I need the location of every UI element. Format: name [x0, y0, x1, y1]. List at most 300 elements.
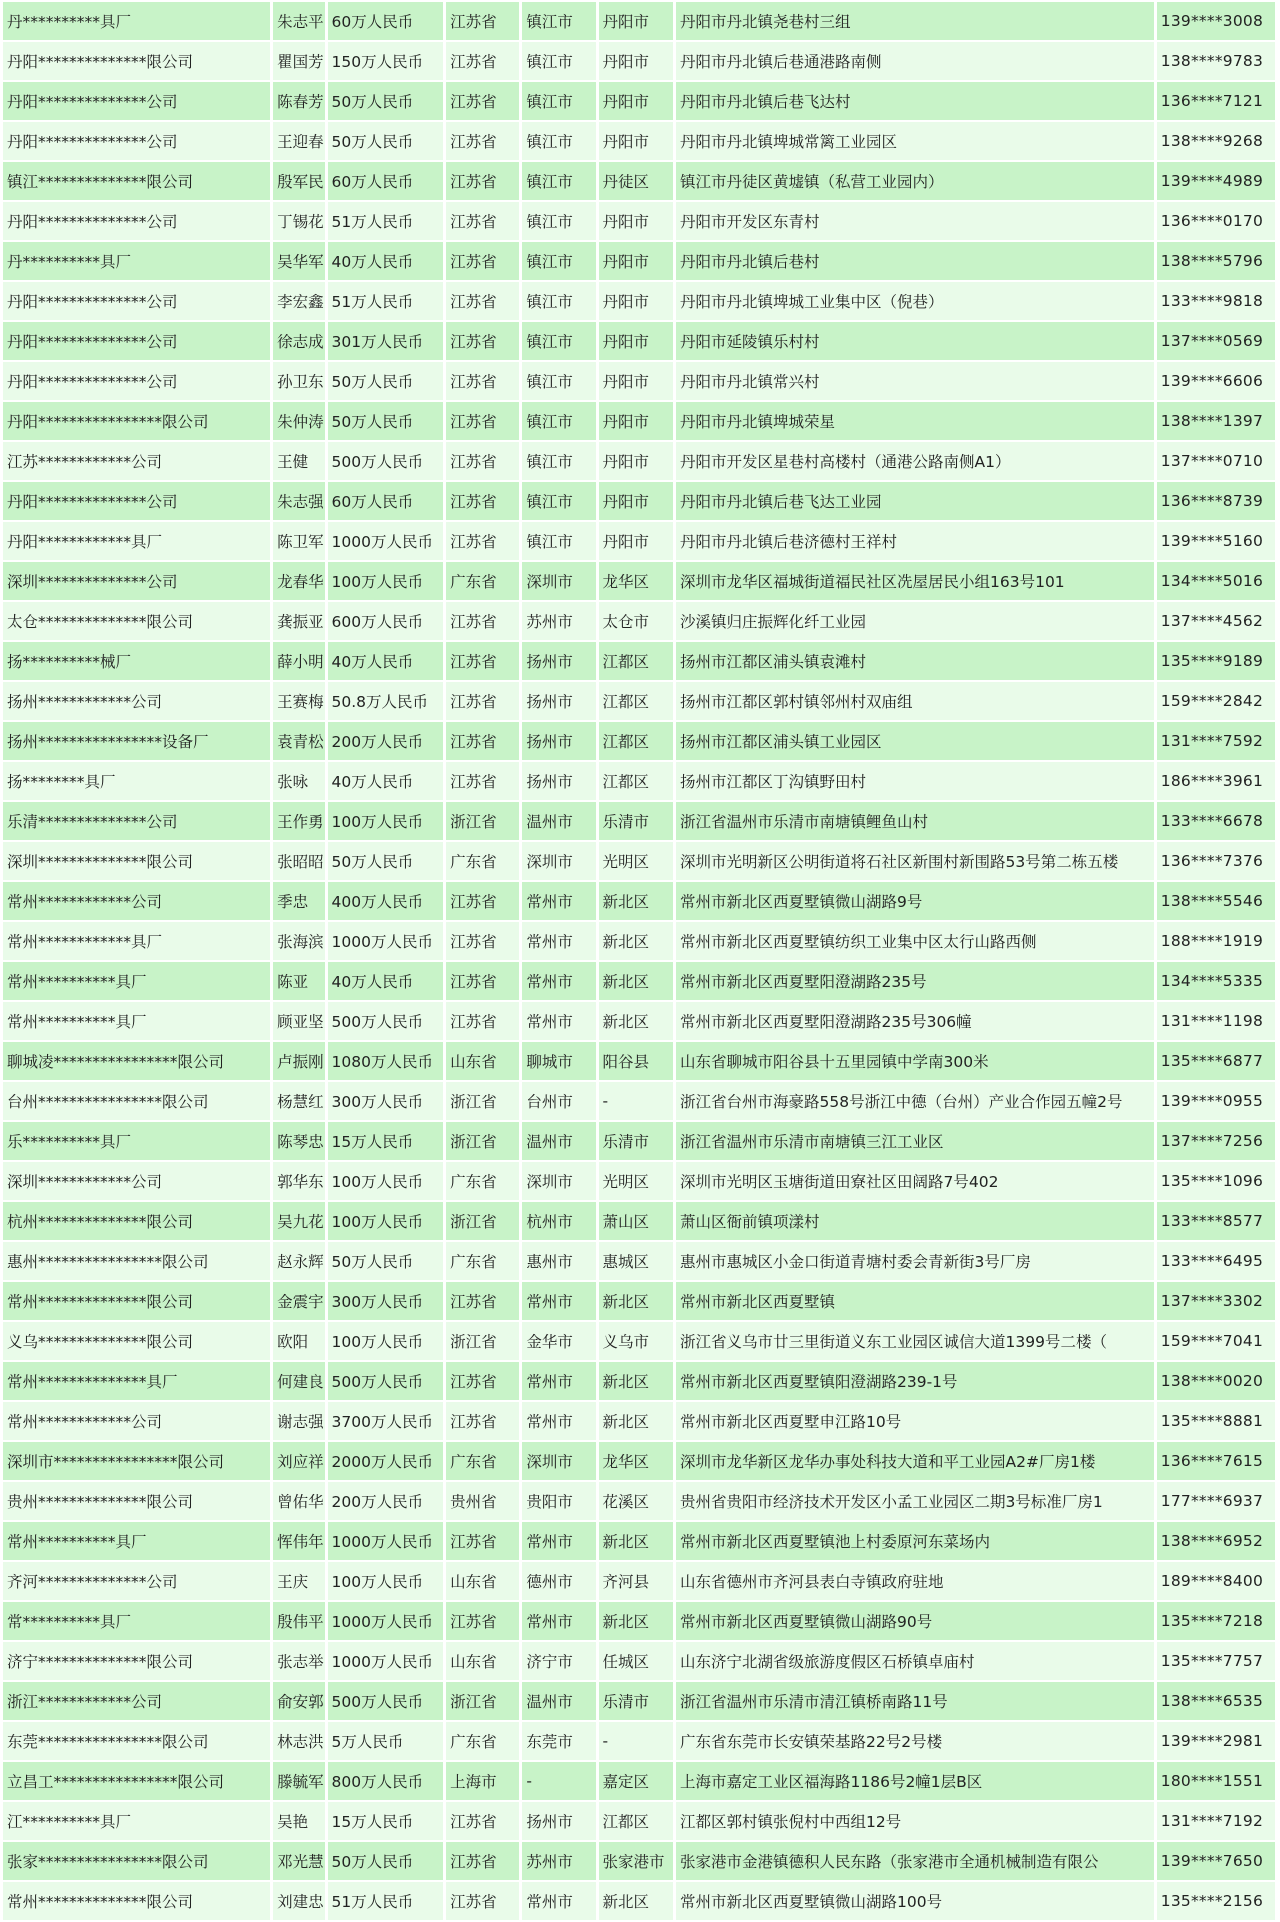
contact-name-cell: 袁青松: [273, 722, 324, 760]
capital-cell: 50万人民币: [328, 122, 444, 160]
contact-name-cell: 刘建忠: [273, 1882, 324, 1920]
phone-cell: 135****7757: [1157, 1642, 1275, 1680]
address-cell: 扬州市江都区浦头镇工业园区: [676, 722, 1154, 760]
district-cell: 乐清市: [599, 1122, 673, 1160]
phone-cell: 159****7041: [1157, 1322, 1275, 1360]
province-cell: 江苏省: [446, 1402, 519, 1440]
address-cell: 常州市新北区西夏墅镇池上村委原河东菜场内: [676, 1522, 1154, 1560]
address-cell: 上海市嘉定工业区福海路1186号2幢1层B区: [676, 1762, 1154, 1800]
address-cell: 丹阳市丹北镇后巷济德村王祥村: [676, 522, 1154, 560]
phone-cell: 186****3961: [1157, 762, 1275, 800]
company-name-cell: 丹阳************具厂: [3, 522, 270, 560]
company-name-cell: 齐河**************公司: [3, 1562, 270, 1600]
phone-cell: 188****1919: [1157, 922, 1275, 960]
phone-cell: 131****1198: [1157, 1002, 1275, 1040]
city-cell: 扬州市: [522, 762, 595, 800]
district-cell: 新北区: [599, 1282, 673, 1320]
address-cell: 扬州市江都区丁沟镇野田村: [676, 762, 1154, 800]
city-cell: 镇江市: [522, 522, 595, 560]
province-cell: 江苏省: [446, 162, 519, 200]
city-cell: 常州市: [522, 882, 595, 920]
phone-cell: 135****9189: [1157, 642, 1275, 680]
capital-cell: 500万人民币: [328, 442, 444, 480]
table-row: [3, 1642, 1275, 1680]
district-cell: 丹阳市: [599, 482, 673, 520]
district-cell: 任城区: [599, 1642, 673, 1680]
province-cell: 江苏省: [446, 82, 519, 120]
table-row: [3, 882, 1275, 920]
contact-name-cell: 季忠: [273, 882, 324, 920]
phone-cell: 139****3008: [1157, 2, 1275, 40]
capital-cell: 51万人民币: [328, 202, 444, 240]
province-cell: 广东省: [446, 1162, 519, 1200]
city-cell: -: [522, 1762, 595, 1800]
table-row: [3, 1762, 1275, 1800]
city-cell: 镇江市: [522, 362, 595, 400]
city-cell: 镇江市: [522, 482, 595, 520]
company-name-cell: 常州**********具厂: [3, 962, 270, 1000]
company-name-cell: 丹阳**************公司: [3, 322, 270, 360]
company-name-cell: 乐**********具厂: [3, 1122, 270, 1160]
phone-cell: 135****2156: [1157, 1882, 1275, 1920]
province-cell: 山东省: [446, 1562, 519, 1600]
table-row: [3, 962, 1275, 1000]
table-row: [3, 242, 1275, 280]
phone-cell: 133****6495: [1157, 1242, 1275, 1280]
contact-name-cell: 杨慧红: [273, 1082, 324, 1120]
capital-cell: 51万人民币: [328, 282, 444, 320]
contact-name-cell: 吴华军: [273, 242, 324, 280]
city-cell: 温州市: [522, 802, 595, 840]
table-row: [3, 1282, 1275, 1320]
contact-name-cell: 徐志成: [273, 322, 324, 360]
contact-name-cell: 薛小明: [273, 642, 324, 680]
province-cell: 江苏省: [446, 682, 519, 720]
district-cell: 丹阳市: [599, 242, 673, 280]
contact-name-cell: 朱仲涛: [273, 402, 324, 440]
province-cell: 江苏省: [446, 1882, 519, 1920]
city-cell: 台州市: [522, 1082, 595, 1120]
company-name-cell: 义乌**************限公司: [3, 1322, 270, 1360]
district-cell: 龙华区: [599, 562, 673, 600]
district-cell: 丹阳市: [599, 2, 673, 40]
phone-cell: 137****3302: [1157, 1282, 1275, 1320]
address-cell: 深圳市龙华区福城街道福民社区冼屋居民小组163号101: [676, 562, 1154, 600]
address-cell: 萧山区衙前镇项漾村: [676, 1202, 1154, 1240]
address-cell: 浙江省台州市海豪路558号浙江中德（台州）产业合作园五幢2号: [676, 1082, 1154, 1120]
address-cell: 丹阳市开发区星巷村高楼村（通港公路南侧A1）: [676, 442, 1154, 480]
contact-name-cell: 张海滨: [273, 922, 324, 960]
province-cell: 江苏省: [446, 722, 519, 760]
capital-cell: 40万人民币: [328, 642, 444, 680]
contact-name-cell: 王庆: [273, 1562, 324, 1600]
address-cell: 常州市新北区西夏墅镇: [676, 1282, 1154, 1320]
district-cell: 江都区: [599, 762, 673, 800]
address-cell: 深圳市光明区玉塘街道田寮社区田阔路7号402: [676, 1162, 1154, 1200]
table-row: [3, 1682, 1275, 1720]
city-cell: 德州市: [522, 1562, 595, 1600]
district-cell: 龙华区: [599, 1442, 673, 1480]
address-cell: 丹阳市丹北镇后巷通港路南侧: [676, 42, 1154, 80]
company-name-cell: 扬********具厂: [3, 762, 270, 800]
capital-cell: 100万人民币: [328, 802, 444, 840]
contact-name-cell: 邓光慧: [273, 1842, 324, 1880]
table-row: [3, 322, 1275, 360]
company-name-cell: 丹阳**************公司: [3, 122, 270, 160]
phone-cell: 134****5335: [1157, 962, 1275, 1000]
company-name-cell: 丹阳**************限公司: [3, 42, 270, 80]
province-cell: 浙江省: [446, 802, 519, 840]
table-row: [3, 1482, 1275, 1520]
company-name-cell: 扬州****************设备厂: [3, 722, 270, 760]
contact-name-cell: 李宏鑫: [273, 282, 324, 320]
table-row: [3, 1522, 1275, 1560]
table-row: [3, 1442, 1275, 1480]
contact-name-cell: 金震宇: [273, 1282, 324, 1320]
province-cell: 江苏省: [446, 922, 519, 960]
address-cell: 深圳市龙华新区龙华办事处科技大道和平工业园A2#厂房1楼: [676, 1442, 1154, 1480]
capital-cell: 50万人民币: [328, 362, 444, 400]
province-cell: 江苏省: [446, 242, 519, 280]
company-name-cell: 常州**************具厂: [3, 1362, 270, 1400]
table-row: [3, 522, 1275, 560]
table-row: [3, 1602, 1275, 1640]
contact-name-cell: 刘应祥: [273, 1442, 324, 1480]
company-name-cell: 立昌工****************限公司: [3, 1762, 270, 1800]
district-cell: 新北区: [599, 882, 673, 920]
capital-cell: 200万人民币: [328, 722, 444, 760]
company-name-cell: 常州************公司: [3, 882, 270, 920]
capital-cell: 1000万人民币: [328, 1602, 444, 1640]
district-cell: 丹阳市: [599, 282, 673, 320]
contact-name-cell: 恽伟年: [273, 1522, 324, 1560]
table-row: [3, 842, 1275, 880]
city-cell: 常州市: [522, 1362, 595, 1400]
city-cell: 扬州市: [522, 1802, 595, 1840]
province-cell: 江苏省: [446, 2, 519, 40]
capital-cell: 1080万人民币: [328, 1042, 444, 1080]
phone-cell: 133****9818: [1157, 282, 1275, 320]
contact-name-cell: 何建良: [273, 1362, 324, 1400]
company-name-cell: 惠州****************限公司: [3, 1242, 270, 1280]
address-cell: 张家港市金港镇德积人民东路（张家港市全通机械制造有限公: [676, 1842, 1154, 1880]
address-cell: 丹阳市延陵镇乐村村: [676, 322, 1154, 360]
province-cell: 江苏省: [446, 962, 519, 1000]
contact-name-cell: 陈亚: [273, 962, 324, 1000]
city-cell: 常州市: [522, 922, 595, 960]
phone-cell: 136****7376: [1157, 842, 1275, 880]
capital-cell: 301万人民币: [328, 322, 444, 360]
province-cell: 江苏省: [446, 442, 519, 480]
address-cell: 浙江省温州市乐清市清江镇桥南路11号: [676, 1682, 1154, 1720]
phone-cell: 138****9268: [1157, 122, 1275, 160]
company-name-cell: 聊城凌****************限公司: [3, 1042, 270, 1080]
phone-cell: 133****6678: [1157, 802, 1275, 840]
city-cell: 温州市: [522, 1122, 595, 1160]
capital-cell: 400万人民币: [328, 882, 444, 920]
table-body: [3, 2, 1275, 1920]
city-cell: 东莞市: [522, 1722, 595, 1760]
table-row: [3, 2, 1275, 40]
contact-name-cell: 陈卫军: [273, 522, 324, 560]
city-cell: 聊城市: [522, 1042, 595, 1080]
contact-name-cell: 俞安郭: [273, 1682, 324, 1720]
city-cell: 常州市: [522, 1882, 595, 1920]
company-name-cell: 江苏************公司: [3, 442, 270, 480]
address-cell: 浙江省温州市乐清市南塘镇鲤鱼山村: [676, 802, 1154, 840]
province-cell: 贵州省: [446, 1482, 519, 1520]
table-row: [3, 1202, 1275, 1240]
table-row: [3, 1802, 1275, 1840]
company-name-cell: 常州**********具厂: [3, 1522, 270, 1560]
phone-cell: 137****7256: [1157, 1122, 1275, 1160]
district-cell: -: [599, 1082, 673, 1120]
province-cell: 江苏省: [446, 1602, 519, 1640]
city-cell: 常州市: [522, 1522, 595, 1560]
table-row: [3, 442, 1275, 480]
phone-cell: 135****6877: [1157, 1042, 1275, 1080]
capital-cell: 300万人民币: [328, 1082, 444, 1120]
capital-cell: 100万人民币: [328, 1322, 444, 1360]
province-cell: 广东省: [446, 562, 519, 600]
phone-cell: 136****8739: [1157, 482, 1275, 520]
capital-cell: 50万人民币: [328, 1842, 444, 1880]
address-cell: 广东省东莞市长安镇荣基路22号2号楼: [676, 1722, 1154, 1760]
company-name-cell: 丹阳**************公司: [3, 82, 270, 120]
city-cell: 扬州市: [522, 642, 595, 680]
district-cell: 阳谷县: [599, 1042, 673, 1080]
district-cell: 萧山区: [599, 1202, 673, 1240]
capital-cell: 100万人民币: [328, 1202, 444, 1240]
table-row: [3, 562, 1275, 600]
address-cell: 丹阳市丹北镇后巷飞达村: [676, 82, 1154, 120]
address-cell: 山东济宁北湖省级旅游度假区石桥镇卓庙村: [676, 1642, 1154, 1680]
province-cell: 江苏省: [446, 322, 519, 360]
address-cell: 丹阳市丹北镇埤城荣星: [676, 402, 1154, 440]
address-cell: 浙江省义乌市廿三里街道义东工业园区诚信大道1399号二楼（: [676, 1322, 1154, 1360]
city-cell: 常州市: [522, 1282, 595, 1320]
district-cell: 丹阳市: [599, 42, 673, 80]
capital-cell: 50万人民币: [328, 842, 444, 880]
table-row: [3, 402, 1275, 440]
district-cell: 丹阳市: [599, 442, 673, 480]
contact-name-cell: 丁锡花: [273, 202, 324, 240]
address-cell: 常州市新北区西夏墅镇微山湖路9号: [676, 882, 1154, 920]
capital-cell: 600万人民币: [328, 602, 444, 640]
city-cell: 温州市: [522, 1682, 595, 1720]
city-cell: 镇江市: [522, 82, 595, 120]
address-cell: 常州市新北区西夏墅镇微山湖路100号: [676, 1882, 1154, 1920]
table-row: [3, 362, 1275, 400]
capital-cell: 100万人民币: [328, 1162, 444, 1200]
table-row: [3, 1722, 1275, 1760]
district-cell: 新北区: [599, 1402, 673, 1440]
company-name-cell: 扬**********械厂: [3, 642, 270, 680]
capital-cell: 500万人民币: [328, 1002, 444, 1040]
province-cell: 广东省: [446, 1242, 519, 1280]
capital-cell: 50万人民币: [328, 1242, 444, 1280]
company-name-cell: 深圳市****************限公司: [3, 1442, 270, 1480]
city-cell: 扬州市: [522, 682, 595, 720]
phone-cell: 135****1096: [1157, 1162, 1275, 1200]
district-cell: 张家港市: [599, 1842, 673, 1880]
phone-cell: 159****2842: [1157, 682, 1275, 720]
city-cell: 惠州市: [522, 1242, 595, 1280]
district-cell: 乐清市: [599, 802, 673, 840]
company-name-cell: 丹阳**************公司: [3, 482, 270, 520]
address-cell: 丹阳市丹北镇后巷村: [676, 242, 1154, 280]
company-name-cell: 深圳**************公司: [3, 562, 270, 600]
capital-cell: 60万人民币: [328, 162, 444, 200]
capital-cell: 50.8万人民币: [328, 682, 444, 720]
phone-cell: 137****0569: [1157, 322, 1275, 360]
contact-name-cell: 欧阳: [273, 1322, 324, 1360]
table-row: [3, 802, 1275, 840]
phone-cell: 138****5546: [1157, 882, 1275, 920]
contact-name-cell: 张昭昭: [273, 842, 324, 880]
phone-cell: 133****8577: [1157, 1202, 1275, 1240]
province-cell: 上海市: [446, 1762, 519, 1800]
capital-cell: 40万人民币: [328, 242, 444, 280]
district-cell: -: [599, 1722, 673, 1760]
contact-name-cell: 王迎春: [273, 122, 324, 160]
contact-name-cell: 陈琴忠: [273, 1122, 324, 1160]
capital-cell: 1000万人民币: [328, 922, 444, 960]
city-cell: 镇江市: [522, 202, 595, 240]
district-cell: 丹阳市: [599, 202, 673, 240]
company-name-cell: 丹**********具厂: [3, 2, 270, 40]
city-cell: 常州市: [522, 1402, 595, 1440]
capital-cell: 150万人民币: [328, 42, 444, 80]
contact-name-cell: 王作勇: [273, 802, 324, 840]
contact-name-cell: 殷军民: [273, 162, 324, 200]
table-row: [3, 922, 1275, 960]
phone-cell: 135****8881: [1157, 1402, 1275, 1440]
district-cell: 丹徒区: [599, 162, 673, 200]
city-cell: 镇江市: [522, 162, 595, 200]
phone-cell: 138****6952: [1157, 1522, 1275, 1560]
company-name-cell: 乐清**************公司: [3, 802, 270, 840]
capital-cell: 300万人民币: [328, 1282, 444, 1320]
table-row: [3, 42, 1275, 80]
province-cell: 浙江省: [446, 1122, 519, 1160]
city-cell: 深圳市: [522, 1162, 595, 1200]
capital-cell: 500万人民币: [328, 1682, 444, 1720]
contact-name-cell: 龙春华: [273, 562, 324, 600]
district-cell: 新北区: [599, 922, 673, 960]
contact-name-cell: 朱志平: [273, 2, 324, 40]
city-cell: 镇江市: [522, 402, 595, 440]
city-cell: 镇江市: [522, 2, 595, 40]
phone-cell: 139****7650: [1157, 1842, 1275, 1880]
district-cell: 义乌市: [599, 1322, 673, 1360]
capital-cell: 200万人民币: [328, 1482, 444, 1520]
capital-cell: 15万人民币: [328, 1122, 444, 1160]
company-name-cell: 常州**************限公司: [3, 1282, 270, 1320]
capital-cell: 40万人民币: [328, 762, 444, 800]
address-cell: 丹阳市丹北镇尧巷村三组: [676, 2, 1154, 40]
company-name-cell: 常州**********具厂: [3, 1002, 270, 1040]
address-cell: 丹阳市开发区东青村: [676, 202, 1154, 240]
company-name-cell: 丹阳**************公司: [3, 202, 270, 240]
province-cell: 浙江省: [446, 1322, 519, 1360]
district-cell: 新北区: [599, 1602, 673, 1640]
address-cell: 镇江市丹徒区黄墟镇（私营工业园内）: [676, 162, 1154, 200]
table-row: [3, 122, 1275, 160]
province-cell: 广东省: [446, 842, 519, 880]
capital-cell: 50万人民币: [328, 82, 444, 120]
table-row: [3, 202, 1275, 240]
contact-name-cell: 王健: [273, 442, 324, 480]
district-cell: 光明区: [599, 1162, 673, 1200]
city-cell: 深圳市: [522, 1442, 595, 1480]
district-cell: 江都区: [599, 682, 673, 720]
contact-name-cell: 龚振亚: [273, 602, 324, 640]
company-name-cell: 济宁**************限公司: [3, 1642, 270, 1680]
city-cell: 常州市: [522, 962, 595, 1000]
district-cell: 丹阳市: [599, 122, 673, 160]
district-cell: 嘉定区: [599, 1762, 673, 1800]
contact-name-cell: 张咏: [273, 762, 324, 800]
district-cell: 江都区: [599, 642, 673, 680]
contact-name-cell: 谢志强: [273, 1402, 324, 1440]
city-cell: 镇江市: [522, 282, 595, 320]
district-cell: 新北区: [599, 1002, 673, 1040]
table-row: [3, 1402, 1275, 1440]
province-cell: 江苏省: [446, 282, 519, 320]
phone-cell: 138****1397: [1157, 402, 1275, 440]
contact-name-cell: 滕毓军: [273, 1762, 324, 1800]
province-cell: 浙江省: [446, 1082, 519, 1120]
company-name-cell: 太仓**************限公司: [3, 602, 270, 640]
phone-cell: 137****0710: [1157, 442, 1275, 480]
contact-name-cell: 林志洪: [273, 1722, 324, 1760]
phone-cell: 136****0170: [1157, 202, 1275, 240]
table-row: [3, 1122, 1275, 1160]
city-cell: 深圳市: [522, 842, 595, 880]
city-cell: 苏州市: [522, 1842, 595, 1880]
province-cell: 江苏省: [446, 1002, 519, 1040]
company-name-cell: 常州************公司: [3, 1402, 270, 1440]
company-name-cell: 镇江**************限公司: [3, 162, 270, 200]
district-cell: 新北区: [599, 962, 673, 1000]
capital-cell: 1000万人民币: [328, 1642, 444, 1680]
city-cell: 济宁市: [522, 1642, 595, 1680]
table-row: [3, 1322, 1275, 1360]
capital-cell: 51万人民币: [328, 1882, 444, 1920]
city-cell: 镇江市: [522, 42, 595, 80]
province-cell: 广东省: [446, 1442, 519, 1480]
address-cell: 扬州市江都区浦头镇袁滩村: [676, 642, 1154, 680]
company-name-cell: 贵州**************限公司: [3, 1482, 270, 1520]
phone-cell: 138****0020: [1157, 1362, 1275, 1400]
contact-name-cell: 张志举: [273, 1642, 324, 1680]
address-cell: 深圳市光明新区公明街道将石社区新围村新围路53号第二栋五楼: [676, 842, 1154, 880]
address-cell: 常州市新北区西夏墅镇纺织工业集中区太行山路西侧: [676, 922, 1154, 960]
address-cell: 常州市新北区西夏墅镇阳澄湖路239-1号: [676, 1362, 1154, 1400]
district-cell: 太仓市: [599, 602, 673, 640]
capital-cell: 2000万人民币: [328, 1442, 444, 1480]
table-row: [3, 1162, 1275, 1200]
company-name-cell: 扬州************公司: [3, 682, 270, 720]
district-cell: 惠城区: [599, 1242, 673, 1280]
contact-name-cell: 瞿国芳: [273, 42, 324, 80]
company-name-cell: 江**********具厂: [3, 1802, 270, 1840]
district-cell: 齐河县: [599, 1562, 673, 1600]
phone-cell: 131****7192: [1157, 1802, 1275, 1840]
phone-cell: 139****6606: [1157, 362, 1275, 400]
district-cell: 丹阳市: [599, 322, 673, 360]
